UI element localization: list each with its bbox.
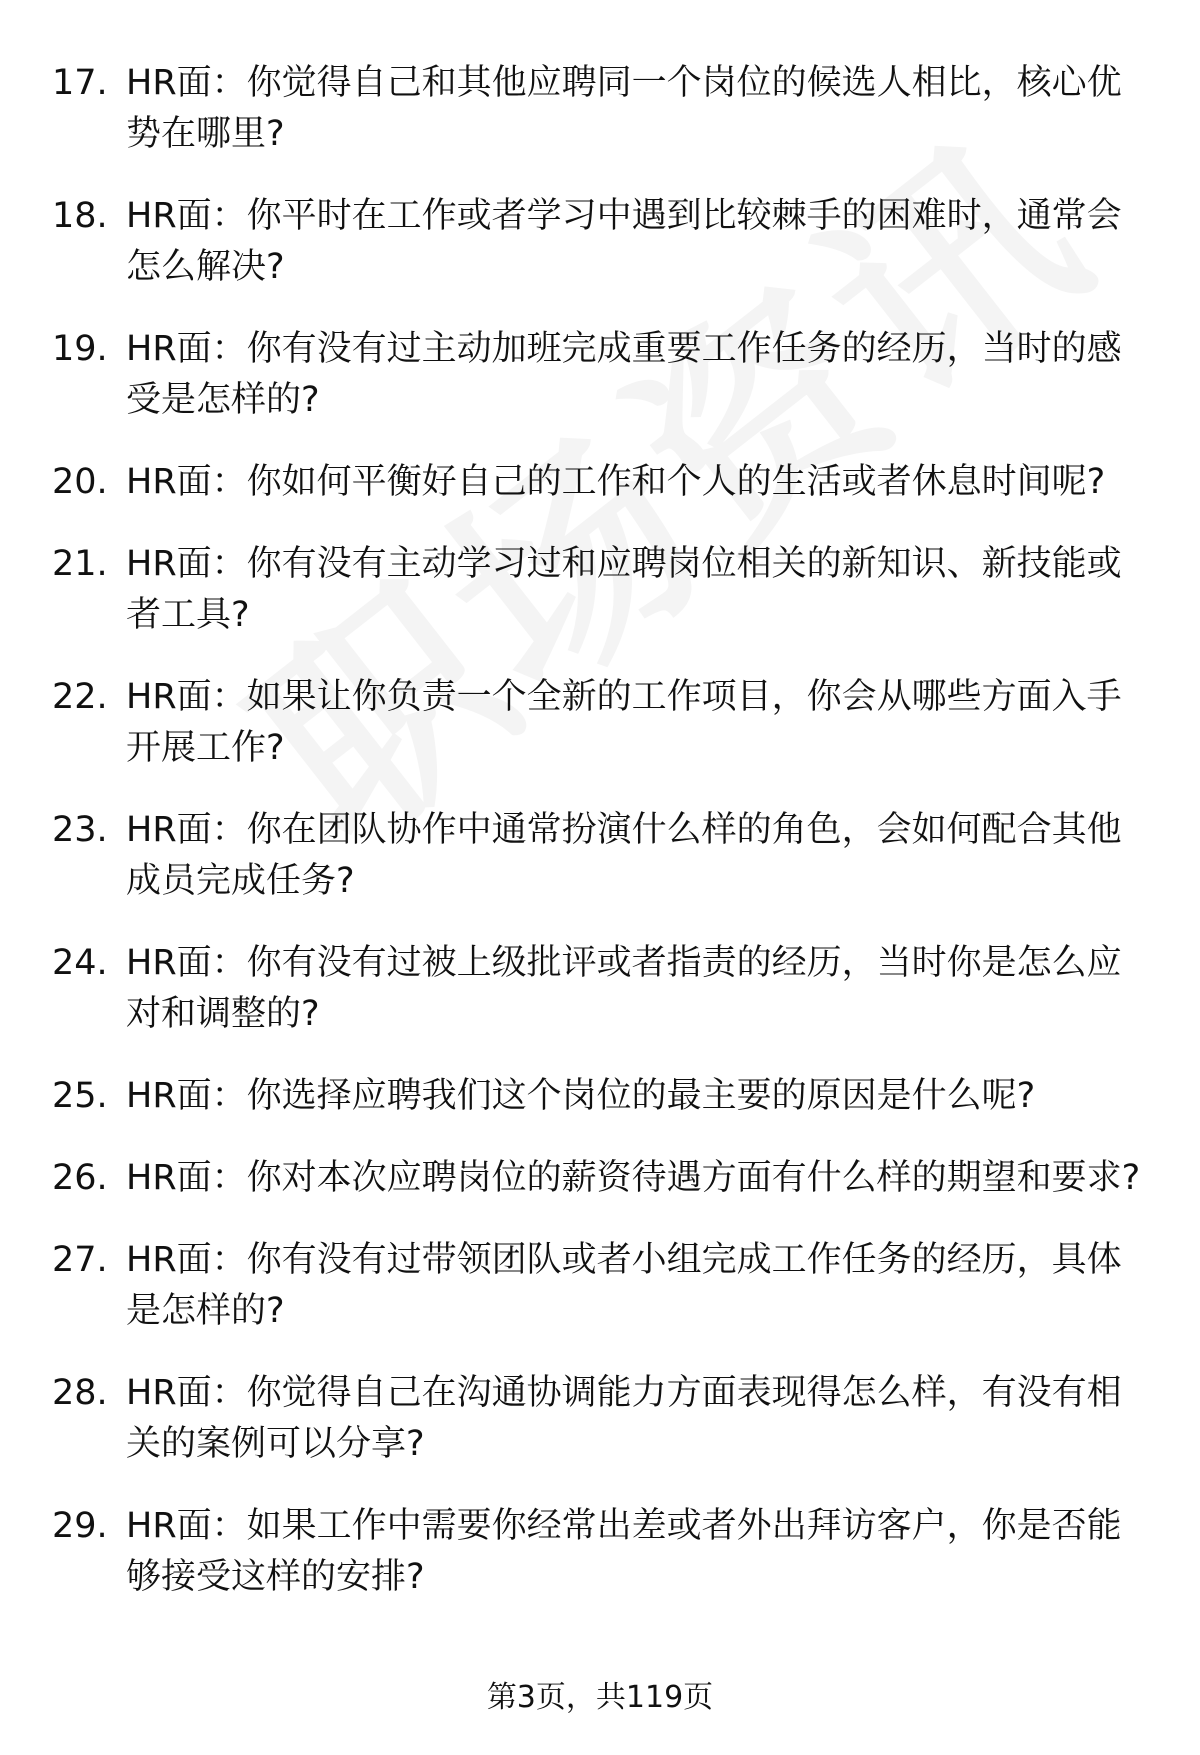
question-item — [52, 1368, 1152, 1470]
question-list — [52, 58, 1152, 1634]
question-text: HR面：你觉得自己在沟通协调能力方面表现得怎么样，有没有相关的案例可以分享? — [126, 1373, 1122, 1464]
question-text: HR面：你如何平衡好自己的工作和个人的生活或者休息时间呢? — [126, 462, 1106, 502]
question-number: 29. — [52, 1506, 108, 1546]
question-item — [52, 672, 1152, 774]
question-text: HR面：如果让你负责一个全新的工作项目，你会从哪些方面入手开展工作? — [126, 677, 1122, 768]
question-number: 27. — [52, 1240, 108, 1280]
question-number: 25. — [52, 1076, 108, 1116]
question-number: 17. — [52, 63, 108, 103]
question-text: HR面：你平时在工作或者学习中遇到比较棘手的困难时，通常会怎么解决? — [126, 196, 1122, 287]
question-text: HR面：你有没有过被上级批评或者指责的经历，当时你是怎么应对和调整的? — [126, 943, 1122, 1034]
question-item — [52, 805, 1152, 907]
question-number: 22. — [52, 677, 108, 717]
question-number: 19. — [52, 329, 108, 369]
question-text: HR面：你选择应聘我们这个岗位的最主要的原因是什么呢? — [126, 1076, 1036, 1116]
question-number: 24. — [52, 943, 108, 983]
question-item — [52, 1235, 1152, 1337]
question-item — [52, 58, 1152, 160]
question-number: 26. — [52, 1158, 108, 1198]
question-text: HR面：你在团队协作中通常扮演什么样的角色，会如何配合其他成员完成任务? — [126, 810, 1122, 901]
question-item — [52, 539, 1152, 641]
question-text: HR面：你觉得自己和其他应聘同一个岗位的候选人相比，核心优势在哪里? — [126, 63, 1122, 154]
question-item — [52, 324, 1152, 426]
question-number: 23. — [52, 810, 108, 850]
question-text: HR面：你有没有过带领团队或者小组完成工作任务的经历，具体是怎样的? — [126, 1240, 1122, 1331]
question-number: 21. — [52, 544, 108, 584]
question-item — [52, 191, 1152, 293]
page-number-footer: 第3页，共119页 — [486, 1680, 714, 1715]
question-text: HR面：如果工作中需要你经常出差或者外出拜访客户，你是否能够接受这样的安排? — [126, 1506, 1122, 1597]
question-text: HR面：你对本次应聘岗位的薪资待遇方面有什么样的期望和要求? — [126, 1158, 1141, 1198]
question-item — [52, 1071, 1152, 1122]
question-item — [52, 938, 1152, 1040]
question-item — [52, 457, 1152, 508]
question-number: 28. — [52, 1373, 108, 1413]
question-number: 20. — [52, 462, 108, 502]
question-item — [52, 1501, 1152, 1603]
question-text: HR面：你有没有过主动加班完成重要工作任务的经历，当时的感受是怎样的? — [126, 329, 1122, 420]
question-item — [52, 1153, 1152, 1204]
question-number: 18. — [52, 196, 108, 236]
question-text: HR面：你有没有主动学习过和应聘岗位相关的新知识、新技能或者工具? — [126, 544, 1122, 635]
